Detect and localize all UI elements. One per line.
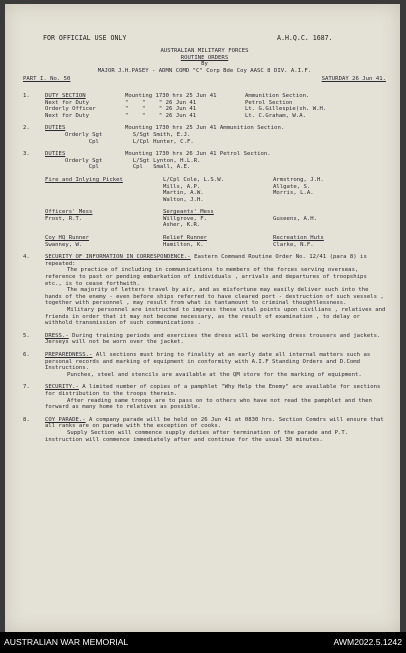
section-8: 8. COY PARADE.- A company parade will be held on 26 Jun 41 at 0830 hrs. Section Comdrs will ensure that all ranks are on parade with the exception of cooks. Supply Section will commence supply duties after termination of the parade and P.T. instruction will commence immediately after and continue for the usual 30 minutes. xyxy=(23,416,384,443)
by-line: By xyxy=(201,61,208,68)
official-use-label: FOR OFFICIAL USE ONLY xyxy=(43,34,127,42)
duty-row: DUTY SECTION Mounting 1730 hrs 25 Jun 41 Ammunition Section. xyxy=(45,92,310,99)
document-body xyxy=(23,48,386,443)
pickets-block: Fire and Inlying Picket L/Cpl Cole, L.S.W. Armstrong, J.H. Mills, A.P. Allgate, S. Martin, A.W. Morris, L.A. Walton, J.H. Officers' Mess Sergeants' Mess Frost, R.T. Willgrove, F. Guseens, A.H. Asher, K.R. Coy HQ Runner Relief Runner Recreation Huts Swanney, W. Hamilton, K. Clarke, N.F. xyxy=(45,176,324,248)
orders-title: ROUTINE ORDERS xyxy=(180,54,229,61)
org-title: AUSTRALIAN MILITARY FORCES xyxy=(160,48,249,54)
section-3: 3. DUTIES Mounting 1730 hrs 26 Jun 41 Petrol Section. Orderly Sgt L/Sgt Lynton, H.L.R. Cpl Cpl Small, A.E. xyxy=(23,151,271,171)
document-reference: A.H.Q.C. 1687. xyxy=(277,34,333,42)
duty-row: Next for Duty " " " 26 Jun 41 Lt. C.Graham, W.A. xyxy=(45,112,306,119)
part-number: PART I. No. 50 xyxy=(23,76,71,83)
section-4: 4. SECURITY OF INFORMATION IN CORRESPONDENCE.- Eastern Command Routine Order No. 12/41 (para 8) is repeated: The practice of including in communications to members of the forces serving overseas, reference to past or pending embarkation of individuals , arrivals and departures of troopships etc., is to cease forthwith. The majority of letters travel by air, and as misfortune may easily deliver such into the hands of the enemy - even before ships referred to have cleared port - destruction of such vessels , together with personnel , may result from what is tantamount to criminal thoughtlessness. Military personnel are instructed to impress these vital points upon civilians , relatives and friends in order that it may not become necessary, as the result of examination , to delay or withhold transmission of such communications . xyxy=(23,254,386,327)
document-page xyxy=(5,4,400,632)
section-5: 5. DRESS.- During training periods and exercises the dress will be working dress trousers and jackets. Jerseys will not be worn over the jacket. xyxy=(23,332,381,346)
part-row xyxy=(23,76,386,83)
section-1 xyxy=(23,93,386,119)
archive-footer xyxy=(0,632,406,653)
catalogue-id: AWM2022.5.1242 xyxy=(333,637,402,647)
section-6: 6. PREPAREDNESS.- All sections must bring to finality at an early date all internal matters such as personal records and marking of equipment in conformity with A.I.F Standing Orders and D.Comd Instructions. Punches, steel and stencils are available at the QM store for the marking of equipment. xyxy=(23,351,371,378)
duty-row: Next for Duty " " " 26 Jun 41 Petrol Section xyxy=(45,99,293,106)
commander-line: MAJOR J.H.PASEY - ADMN COMD "C" Corp Bde Coy AASC 8 DIV. A.I.F. xyxy=(97,67,312,74)
institution-name: AUSTRALIAN WAR MEMORIAL xyxy=(4,637,129,647)
section-2: 2. DUTIES Mounting 1730 hrs 25 Jun 41 Ammunition Section. Orderly Sgt S/Sgt Smith, E.J. Cpl L/Cpl Hunter, C.F. xyxy=(23,125,285,145)
section-number: 1. xyxy=(23,92,30,99)
order-date: SATURDAY 26 Jun 41. xyxy=(321,76,386,83)
section-7: 7. SECURITY.- A limited number of copies of a pamphlet "Why Help the Enemy" are available for sections for distribution to the troops therein. After reading same troops are to pass on to others who have not read the pamphlet and then forward as many home to relatives as possible. xyxy=(23,384,381,411)
duty-row: Orderly Officer " " " 26 Jun 41 Lt. G.Gillespie(sh. W.H. xyxy=(45,106,327,113)
security-title: SECURITY OF INFORMATION IN CORRESPONDENCE.- xyxy=(45,254,191,261)
